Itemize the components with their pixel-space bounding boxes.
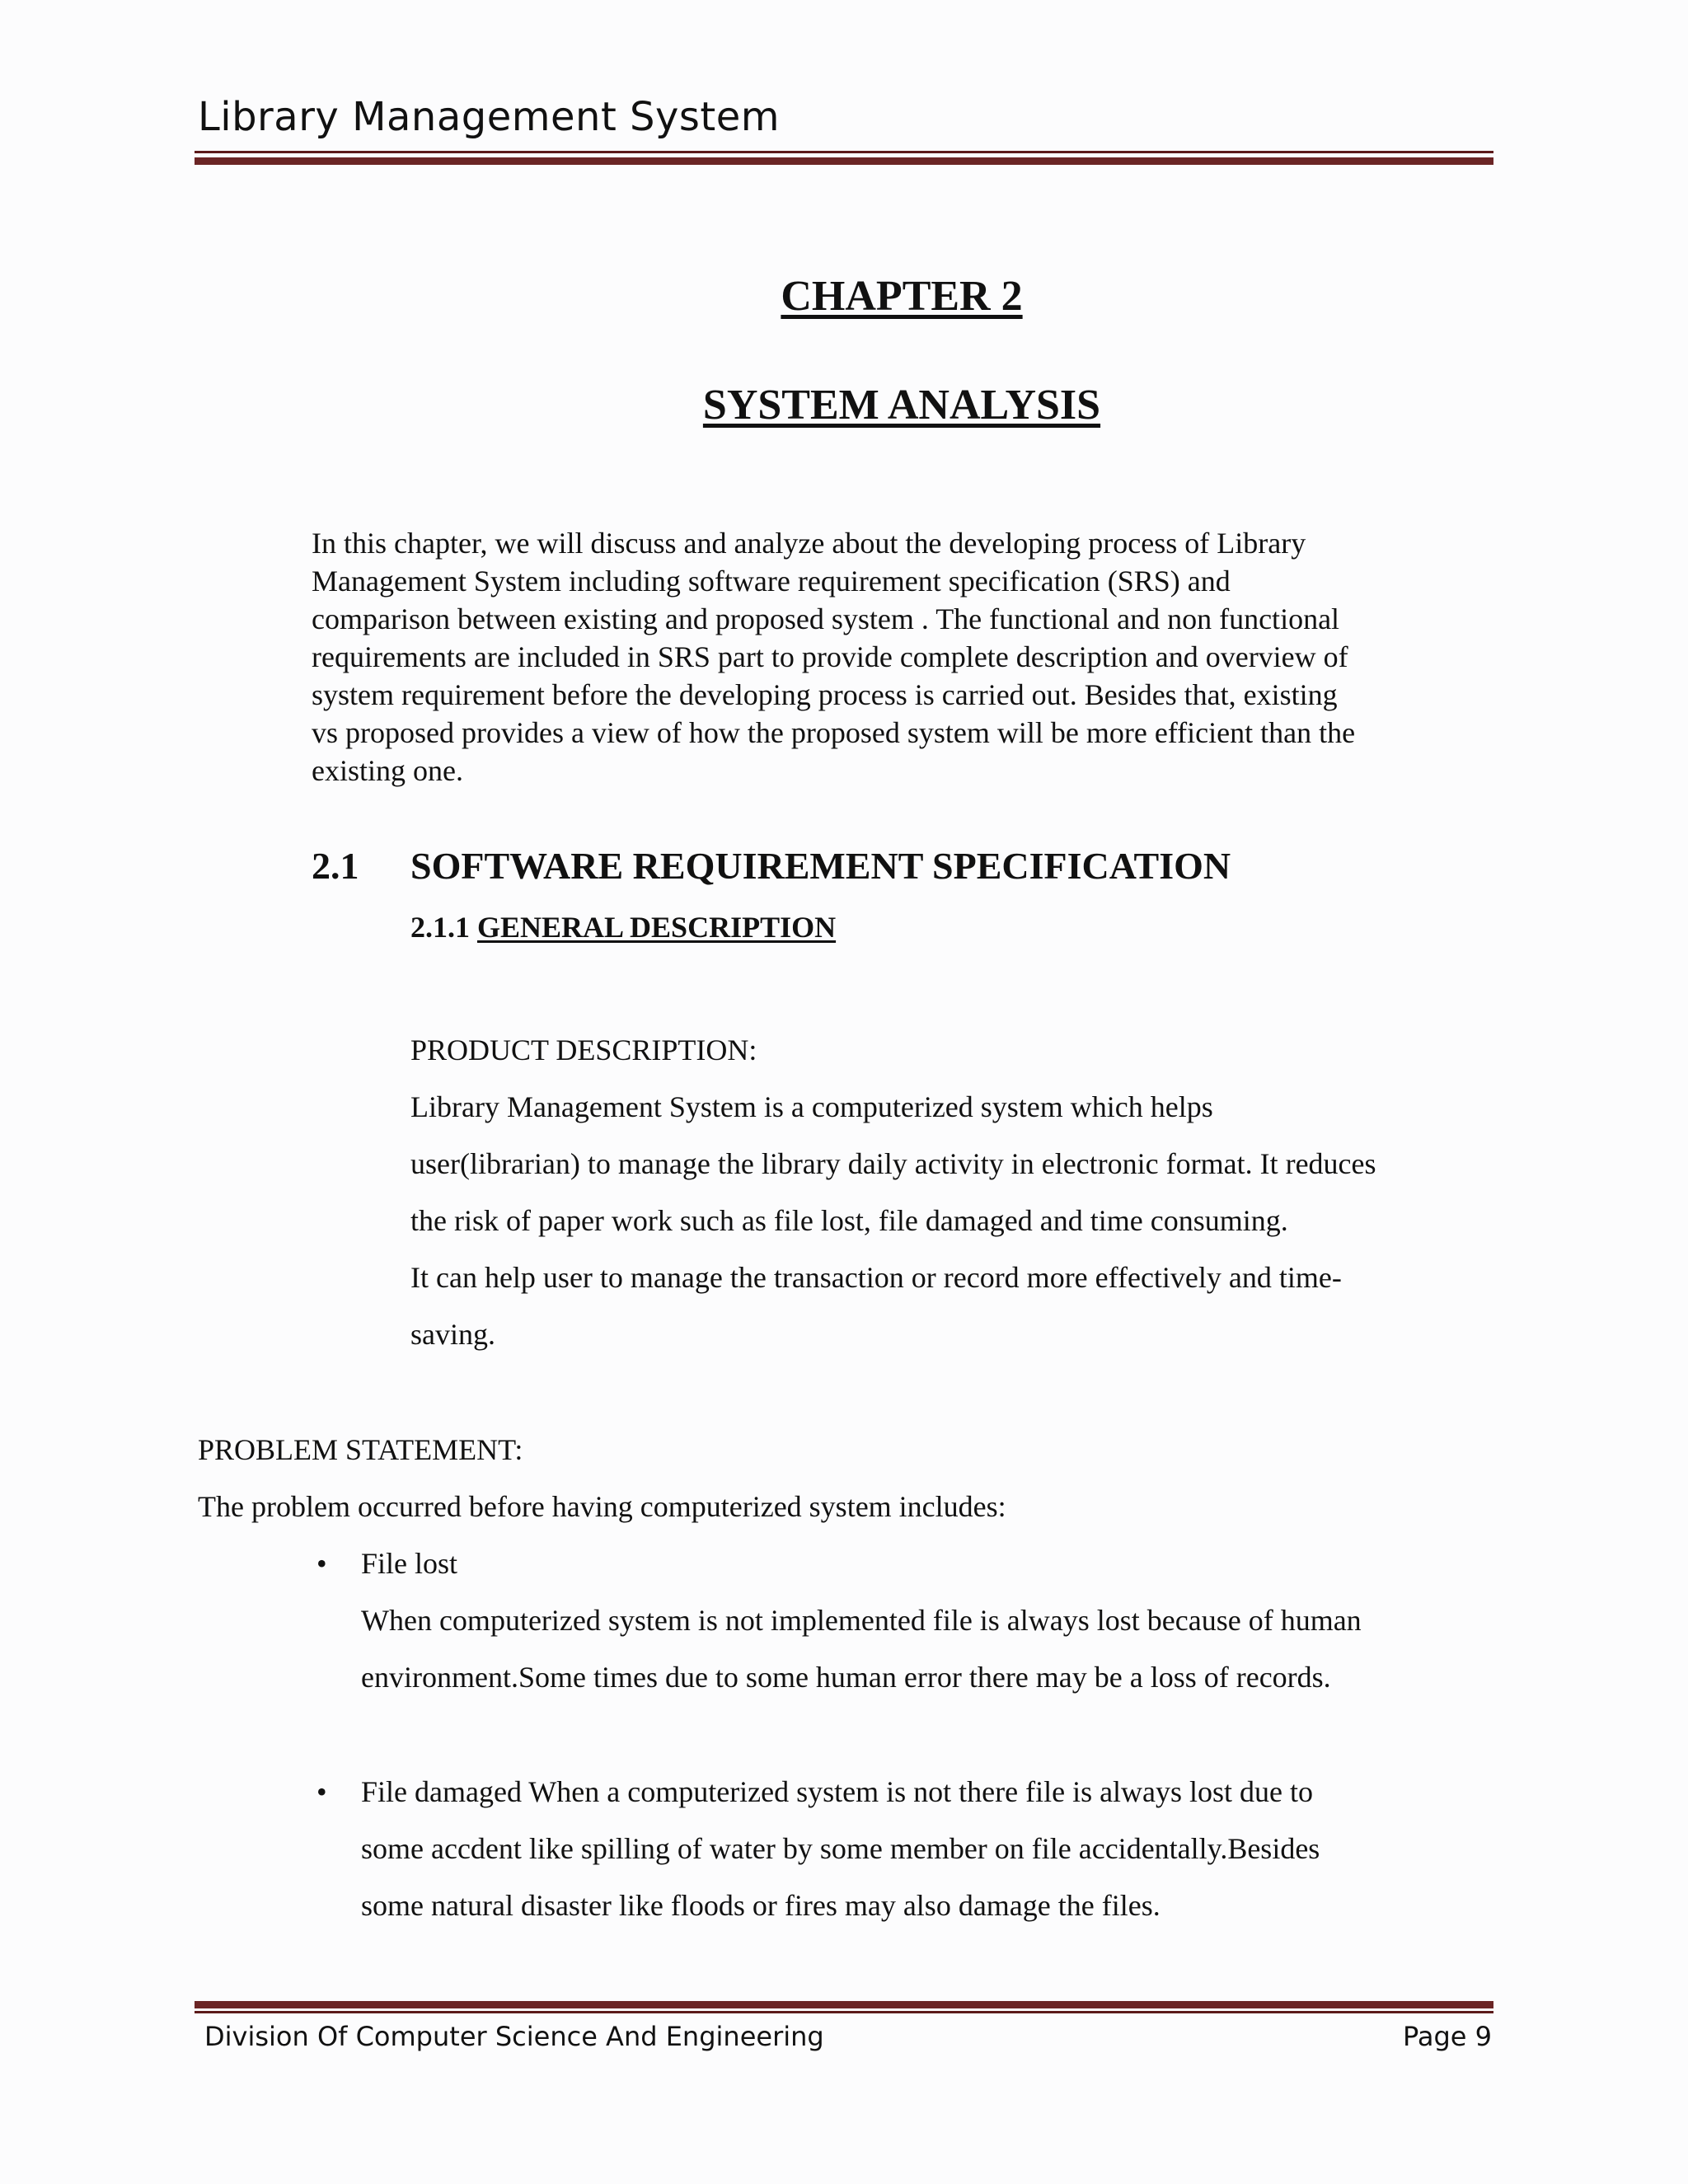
header-rule-thin xyxy=(195,151,1493,153)
product-line: the risk of paper work such as file lost, file damaged and time consuming. xyxy=(410,1204,1288,1237)
subsection-title: GENERAL DESCRIPTION xyxy=(477,911,837,944)
bullet-line: environment.Some times due to some human error there may be a loss of records. xyxy=(361,1661,1331,1694)
problem-heading: PROBLEM STATEMENT: xyxy=(198,1433,523,1466)
bullet-line: File damaged When a computerized system is not there file is always lost due to xyxy=(361,1775,1314,1808)
product-line: user(librarian) to manage the library daily activity in electronic format. It reduces xyxy=(410,1147,1376,1180)
intro-line: existing one. xyxy=(312,754,463,787)
intro-line: In this chapter, we will discuss and analyze about the developing process of Library xyxy=(312,527,1306,560)
bullet-line: some natural disaster like floods or fires may also damage the files. xyxy=(361,1889,1160,1922)
footer-rule-thick xyxy=(195,2001,1493,2008)
intro-line: comparison between existing and proposed system . The functional and non functional xyxy=(312,602,1340,635)
footer-rule-thin xyxy=(195,2011,1493,2013)
section-number: 2.1 xyxy=(312,845,359,887)
subsection-heading xyxy=(410,910,836,944)
bullet-line: When computerized system is not implemented file is always lost because of human xyxy=(361,1604,1362,1637)
intro-line: requirements are included in SRS part to provide complete description and overview of xyxy=(312,640,1348,673)
problem-statement xyxy=(198,1422,1517,1535)
product-heading: PRODUCT DESCRIPTION: xyxy=(410,1033,757,1066)
product-line: It can help user to manage the transaction or record more effectively and time- xyxy=(410,1261,1342,1294)
chapter-title: CHAPTER 2 xyxy=(781,273,1023,320)
bullet-icon: • xyxy=(316,1547,327,1580)
header-title: Library Management System xyxy=(198,94,781,140)
intro-line: Management System including software requirement specification (SRS) and xyxy=(312,565,1231,598)
bullet-line: File lost xyxy=(361,1547,458,1580)
bullet-file-lost xyxy=(361,1535,1515,1706)
footer-page-number: Page 9 xyxy=(1403,2021,1492,2052)
intro-paragraph xyxy=(312,524,1498,790)
problem-intro: The problem occurred before having computerized system includes: xyxy=(198,1490,1006,1523)
bullet-line: some accdent like spilling of water by some member on file accidentally.Besides xyxy=(361,1832,1320,1865)
section-title: SOFTWARE REQUIREMENT SPECIFICATION xyxy=(410,845,1231,887)
footer-division: Division Of Computer Science And Engineering xyxy=(204,2021,824,2052)
subsection-number: 2.1.1 xyxy=(410,911,470,944)
header-rule-thick xyxy=(195,157,1493,165)
product-line: Library Management System is a computerized system which helps xyxy=(410,1090,1213,1123)
chapter-subtitle: SYSTEM ANALYSIS xyxy=(702,382,1101,429)
bullet-icon: • xyxy=(316,1775,327,1808)
product-description xyxy=(410,1022,1515,1363)
bullet-file-damaged xyxy=(361,1764,1515,1934)
product-line: saving. xyxy=(410,1318,495,1351)
intro-line: system requirement before the developing process is carried out. Besides that, existing xyxy=(312,678,1338,711)
intro-line: vs proposed provides a view of how the proposed system will be more efficient than the xyxy=(312,716,1356,749)
